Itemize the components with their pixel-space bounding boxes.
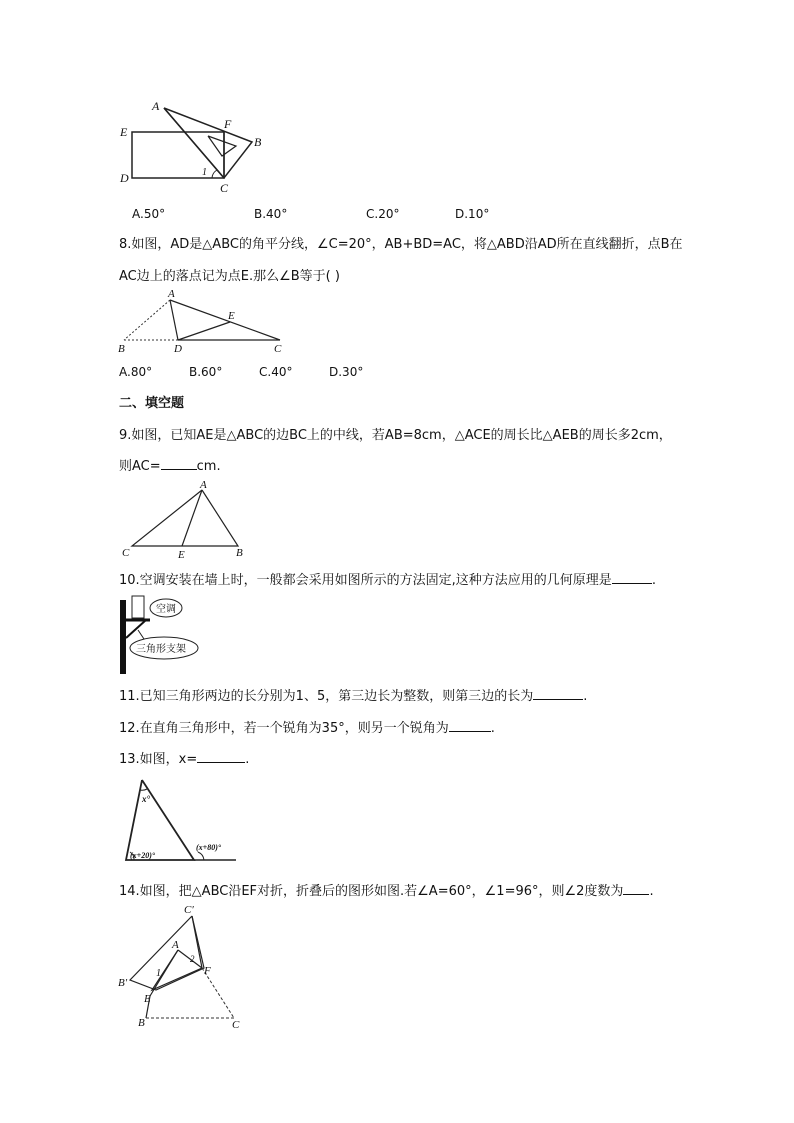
q14-end: .: [649, 884, 654, 899]
label-e: E: [228, 310, 235, 322]
label-c: C: [274, 343, 282, 355]
section-heading-fill-in: 二、填空题: [119, 396, 185, 411]
q12-question: 12.在直角三角形中，若一个锐角为35°，则另一个锐角为: [119, 721, 449, 736]
q9-answer-blank[interactable]: [161, 457, 197, 470]
label-c-prime: C′: [184, 904, 194, 916]
q9-text-line1: 9.如图，已知AE是△ABC的边BC上的中线，若AB=8cm，△ACE的周长比△AEB的周长多2cm，: [119, 428, 672, 443]
angle-exterior-arc: [198, 852, 204, 860]
line-de: [178, 322, 230, 340]
q12-end: .: [490, 721, 495, 736]
q9-prefix: 则AC=: [119, 459, 161, 474]
q8-text-line1: 8.如图，AD是△ABC的角平分线，∠C=20°，AB+BD=AC，将△ABD沿AD所在直线翻折，点B在: [119, 237, 683, 252]
bubble-pointer: [138, 630, 144, 639]
folded-triangle: [130, 916, 204, 990]
q10-text: [119, 571, 656, 589]
q11-answer-blank[interactable]: [533, 687, 583, 700]
q10-question: 10.空调安装在墙上时，一般都会采用如图所示的方法固定,这种方法应用的几何原理是: [119, 573, 612, 588]
bubble-ac-text: 空调: [156, 604, 176, 615]
q7-figure: [112, 96, 272, 196]
label-a: A: [172, 939, 179, 951]
q8-option-b: B.60°: [189, 365, 223, 379]
label-a: A: [168, 288, 175, 300]
bubble-bracket-text: 三角形支架: [136, 644, 186, 655]
q9-figure: [112, 478, 252, 560]
label-f: F: [224, 117, 232, 131]
q13-answer-blank[interactable]: [197, 750, 245, 763]
angle-1-arc: [212, 170, 217, 178]
q7-option-a: A.50°: [132, 207, 166, 221]
line-ad: [170, 300, 178, 340]
label-b: B: [254, 135, 262, 149]
label-c: C: [232, 1019, 240, 1031]
triangle: [126, 780, 194, 860]
q12-answer-blank[interactable]: [449, 719, 491, 732]
q13-end: .: [245, 752, 250, 767]
label-e: E: [178, 549, 185, 560]
q10-end: .: [651, 573, 656, 588]
line-a-e: [150, 950, 178, 996]
line-ab-dotted: [124, 300, 170, 340]
q11-end: .: [583, 689, 588, 704]
q8-option-d: D.30°: [329, 365, 364, 379]
q7-option-d: D.10°: [455, 207, 490, 221]
q11-question: 11.已知三角形两边的长分别为1、5，第三边长为整数，则第三边的长为: [119, 689, 534, 704]
label-x-plus-20: (x+20)°: [130, 851, 156, 860]
small-triangle: [208, 136, 236, 156]
q14-text: [119, 882, 654, 900]
q14-answer-blank[interactable]: [623, 882, 649, 895]
label-d: D: [174, 343, 182, 355]
triangle-abc: [164, 108, 252, 178]
q12-text: [119, 719, 495, 737]
q7-option-b: B.40°: [254, 207, 288, 221]
label-f: F: [204, 965, 211, 977]
label-e: E: [144, 993, 151, 1005]
q14-question: 14.如图，把△ABC沿EF对折，折叠后的图形如图.若∠A=60°，∠1=96°，则∠2度数为: [119, 884, 624, 899]
label-b: B: [138, 1017, 145, 1029]
label-c: C: [220, 181, 229, 195]
label-b: B: [118, 343, 125, 355]
air-conditioner: [132, 596, 144, 618]
q9-text-line2: [119, 457, 221, 475]
label-c: C: [122, 547, 130, 559]
q8-option-c: C.40°: [259, 365, 293, 379]
q8-option-a: A.80°: [119, 365, 153, 379]
q13-question: 13.如图，x=: [119, 752, 198, 767]
label-a: A: [152, 99, 160, 113]
line-ac: [170, 300, 280, 340]
label-a: A: [200, 479, 207, 491]
q9-suffix: cm.: [196, 459, 221, 474]
q13-figure: [112, 772, 242, 866]
q8-text-line2: AC边上的落点记为点E.那么∠B等于( ): [119, 269, 340, 284]
label-x: x°: [142, 794, 151, 804]
q11-text: [119, 687, 587, 705]
label-b-prime: B′: [118, 977, 128, 989]
label-1: 1: [156, 968, 161, 979]
label-b: B: [236, 547, 243, 559]
support-diagonal: [126, 620, 146, 638]
label-e: E: [120, 125, 128, 139]
q10-answer-blank[interactable]: [612, 571, 652, 584]
label-x-plus-80: (x+80)°: [196, 843, 222, 852]
q13-text: [119, 750, 249, 768]
label-1: 1: [202, 167, 207, 178]
q7-option-c: C.20°: [366, 207, 400, 221]
label-2: 2: [190, 954, 195, 964]
q10-figure: [112, 594, 212, 676]
wall: [120, 600, 126, 674]
label-d: D: [120, 171, 129, 185]
line-ac: [164, 108, 224, 178]
q8-figure: [112, 286, 292, 356]
q14-figure: [112, 902, 252, 1032]
